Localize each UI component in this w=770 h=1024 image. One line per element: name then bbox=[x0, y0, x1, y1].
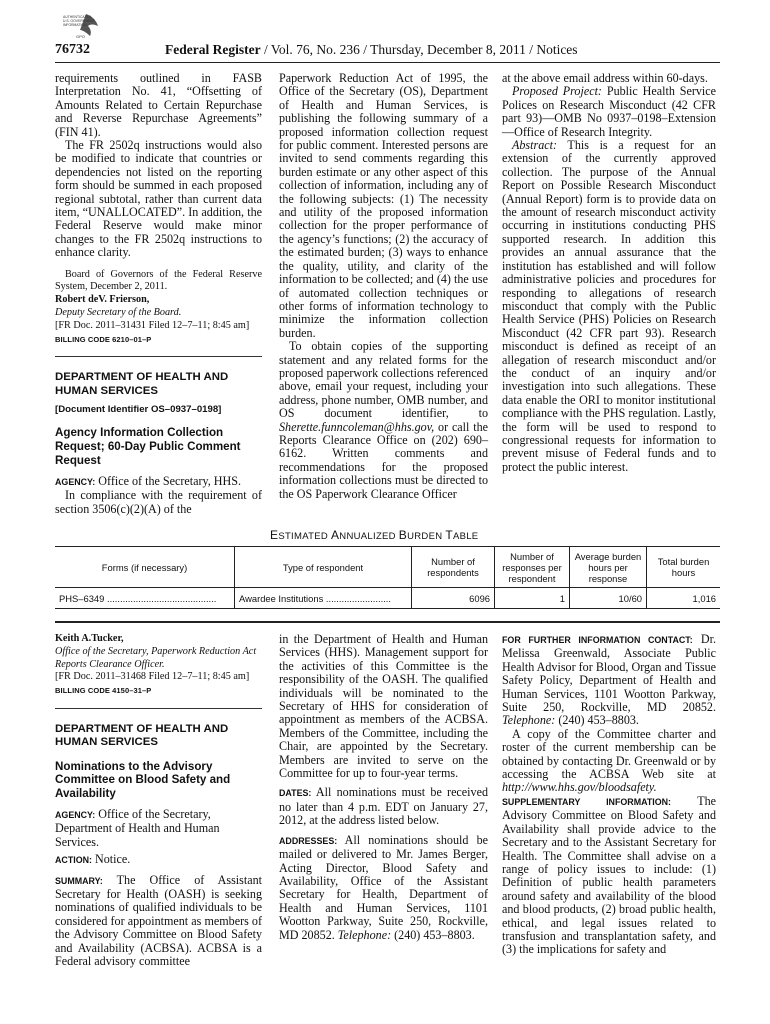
respondent-type-cell: Awardee Institutions ......................... bbox=[235, 588, 412, 609]
addresses-label: ADDRESSES: bbox=[279, 835, 338, 846]
agency-line: AGENCY: Office of the Secretary, HHS. bbox=[55, 473, 242, 488]
signer-title: Deputy Secretary of the Board. bbox=[55, 307, 182, 319]
paragraph: in the Department of Health and Human Services (HHS). Management support for the activities of this Committee is the responsibility of the OASH. The qualified individuals will be nominated to the Secretary of HHS for consideration of appointment as members of the ACBSA. Members of the Committee, including the Chair, are appointed by the Secretary. Members are invited to serve on the Committee for up to four-year terms. bbox=[279, 632, 488, 781]
bottom-column-3 bbox=[502, 633, 716, 957]
action-label: ACTION: bbox=[55, 855, 92, 866]
proposed-project-label: Proposed Project: bbox=[512, 84, 602, 99]
agency-label: AGENCY: bbox=[55, 476, 96, 487]
column-header: Type of respondent bbox=[235, 547, 412, 588]
paragraph: Paperwork Reduction Act of 1995, the Office of the Secretary (OS), Department of Health and Human Services, is publishing the following summary of a proposed information collection request for public comment. Interested persons are invited to send comments regarding this burden estimate or any other aspect of this collection of information, including any of the following subjects: (1) The necessity and utility of the proposed information collection for the proper performance of the agency’s functions; (2) the accuracy of the estimated burden; (3) ways to enhance the quality, utility, and clarity of the information to be collected; and (4) the use of automated collection techniques or other forms of information technology to minimize the information collection burden. bbox=[279, 71, 488, 340]
agency-heading: DEPARTMENT OF HEALTH AND HUMAN SERVICES bbox=[55, 722, 229, 749]
notice-subject: Agency Information Collection Request; 60-Day Public Comment Request bbox=[55, 426, 241, 468]
abstract-label: Abstract: bbox=[512, 138, 558, 153]
board-statement: Board of Governors of the Federal Reserve System, December 2, 2011. bbox=[55, 268, 262, 293]
svg-text:U.S. GOVERNMENT: U.S. GOVERNMENT bbox=[63, 19, 95, 23]
column-header: Forms (if necessary) bbox=[55, 547, 235, 588]
dates-label: DATES: bbox=[279, 788, 312, 799]
summary: SUMMARY: The Office of Assistant Secretary for Health (OASH) is seeking nominations of qualified individuals to be considered for appointment as members of the Advisory Committee on Blood Safety and Availability (ACBSA). ACBSA is a Federal advisory committee bbox=[55, 872, 262, 969]
eagle-seal-icon bbox=[62, 12, 104, 40]
gpo-authenticated-logo bbox=[62, 12, 104, 40]
bottom-column-1 bbox=[55, 633, 262, 968]
agency-label: AGENCY: bbox=[55, 809, 96, 820]
summary-label: SUMMARY: bbox=[55, 875, 103, 886]
fr-doc-citation: [FR Doc. 2011–31431 Filed 12–7–11; 8:45 am] bbox=[55, 319, 250, 331]
website-link[interactable]: http://www.hhs.gov/bloodsafety. bbox=[502, 780, 657, 795]
signer-name: Robert deV. Frierson, bbox=[55, 294, 150, 306]
billing-code: BILLING CODE 6210–01–P bbox=[55, 334, 152, 344]
document-identifier: [Document Identifier OS–0937–0198] bbox=[55, 404, 222, 416]
contact-info: FOR FURTHER INFORMATION CONTACT: Dr. Melissa Greenwald, Associate Public Health Advisor for Blood, Organ and Tissue Safety Policy, Department of Health and Human Services, 1101 Wootton Parkway, Suite 250, Rockville, MD 20852. Telephone: (240) 453–8803. bbox=[502, 632, 716, 728]
paragraph: To obtain copies of the supporting statement and any related forms for the proposed paperwork collections referenced above, email your request, including your address, phone number, OMB number, and OS document identifier, to Sherette.funncoleman@hhs.gov, or call the Reports Clearance Office on (202) 690–6162. Written comments and recommendations for the proposed information collections must be directed to the OS Paperwork Clearance Officer bbox=[279, 339, 488, 501]
notice-subject: Nominations to the Advisory Committee on Blood Safety and Availability bbox=[55, 759, 231, 801]
respondents-cell: 6096 bbox=[412, 588, 495, 609]
publication-title: Federal Register bbox=[165, 42, 261, 57]
responses-cell: 1 bbox=[495, 588, 570, 609]
contact-label: FOR FURTHER INFORMATION CONTACT: bbox=[502, 635, 693, 645]
section-divider bbox=[55, 708, 262, 709]
agency-line: AGENCY: Office of the Secretary, Department of Health and Human Services. bbox=[55, 806, 220, 849]
paragraph: at the above email address within 60-days. bbox=[502, 71, 708, 85]
total-hours-cell: 1,016 bbox=[647, 588, 721, 609]
bottom-column-2 bbox=[279, 633, 488, 942]
paragraph: A copy of the Committee charter and roster of the current membership can be obtained by contacting Dr. Greenwald or by accessing the ACBSA Web site at http://www.hhs.gov/bloodsafety. bbox=[502, 726, 716, 795]
form-cell: PHS–6349 .......................................... bbox=[55, 588, 235, 609]
signer-name: Keith A.Tucker, bbox=[55, 633, 124, 644]
billing-code: BILLING CODE 4150–31–P bbox=[55, 686, 152, 696]
agency-heading: DEPARTMENT OF HEALTH AND HUMAN SERVICES bbox=[55, 371, 229, 397]
issue-details: / Vol. 76, No. 236 / Thursday, December 8, 2011 / Notices bbox=[260, 42, 578, 57]
page-number: 76732 bbox=[55, 42, 90, 57]
abstract: Abstract: This is a request for an extension of the currently approved collection. The purpose of the Annual Report on Possible Research Misconduct (Annual Report) form is to provide data on the amount of research misconduct activity occurring in institutions conducting PHS supported research. In addition this provides an annual assurance that the institution has established and will follow administrative policies and procedures for responding to allegations of research misconduct that comply with the Public Health Service (PHS) Policies on Research Misconduct (42 CFR part 93). Research misconduct is defined as receipt of an allegation of research misconduct and/or the conduct of an inquiry and/or investigation into such allegations. These data enable the ORI to monitor institutional compliance with the PHS regulation. Lastly, the form will be used to respond to congressional requests for information to prevent misuse of Federal funds and to protect the public interest. bbox=[502, 138, 716, 474]
table-bottom-rule bbox=[55, 621, 720, 623]
fr-doc-citation: [FR Doc. 2011–31468 Filed 12–7–11; 8:45 am] bbox=[55, 671, 250, 683]
paragraph: requirements outlined in FASB Interpretation No. 41, “Offsetting of Amounts Related to Certain Repurchase and Reverse Repurchase Agreements” (FIN 41). bbox=[55, 71, 262, 139]
avg-hours-cell: 10/60 bbox=[570, 588, 647, 609]
page-header bbox=[55, 40, 720, 63]
burden-table bbox=[55, 546, 720, 609]
top-column-1 bbox=[55, 72, 262, 516]
dates: DATES: All nominations must be received no later than 4 p.m. EDT on January 27, 2012, at the address listed below. bbox=[279, 785, 488, 828]
email-address: Sherette.funncoleman@hhs.gov, bbox=[279, 419, 435, 434]
signer-title: Office of the Secretary, Paperwork Reduction Act Reports Clearance Officer. bbox=[55, 645, 257, 670]
addresses: ADDRESSES: All nominations should be mailed or delivered to Mr. James Berger, Acting Director, Blood Safety and Availability, Office of the Assistant Secretary for Health, Department of Health and Human Services, 1101 Wootton Parkway, Suite 250, Rockville, MD 20852. Telephone: (240) 453–8803. bbox=[279, 832, 488, 942]
proposed-project: Proposed Project: Public Health Service Polices on Research Misconduct (42 CFR part 93)—OMB No 0937–0198–Extension—Office of Research Integrity. bbox=[502, 84, 717, 139]
table-header-row bbox=[55, 547, 720, 588]
supplementary-info: SUPPLEMENTARY INFORMATION: The Advisory Committee on Blood Safety and Availability shall provide advice to the Secretary and to the Assistant Secretary for Health. The Committee shall advise on a range of policy issues to include: (1) Definition of public health parameters around safety and availability of the blood and blood products, (2) broad public health, ethical, and legal issues related to transfusion and transplantation safety, and (3) the implications for safety and bbox=[502, 793, 716, 957]
action-line: ACTION: Notice. bbox=[55, 852, 131, 867]
column-header: Total burden hours bbox=[647, 547, 721, 588]
paragraph: In compliance with the requirement of section 3506(c)(2)(A) of the bbox=[55, 488, 262, 516]
top-column-2 bbox=[279, 72, 488, 501]
svg-text:AUTHENTICATED: AUTHENTICATED bbox=[63, 15, 92, 19]
top-column-3 bbox=[502, 72, 716, 474]
column-header: Average burden hours per response bbox=[570, 547, 647, 588]
column-header: Number of respondents bbox=[412, 547, 495, 588]
supplementary-label: SUPPLEMENTARY INFORMATION: bbox=[502, 796, 671, 807]
svg-text:GPO: GPO bbox=[76, 34, 85, 39]
section-divider bbox=[55, 356, 262, 357]
svg-text:INFORMATION: INFORMATION bbox=[63, 23, 87, 27]
column-header: Number of responses per respondent bbox=[495, 547, 570, 588]
table-row bbox=[55, 588, 720, 609]
paragraph: The FR 2502q instructions would also be modified to indicate that countries or dependencies not listed on the reporting form should be summed in each proposed regional subtotal, rather than current data item, “UNALLOCATED”. In addition, the Federal Reserve would make minor changes to the FR 2502q instructions to enhance clarity. bbox=[55, 138, 262, 260]
running-head bbox=[165, 42, 578, 58]
table-title: ESTIMATED ANNUALIZED BURDEN TABLE bbox=[270, 528, 479, 542]
